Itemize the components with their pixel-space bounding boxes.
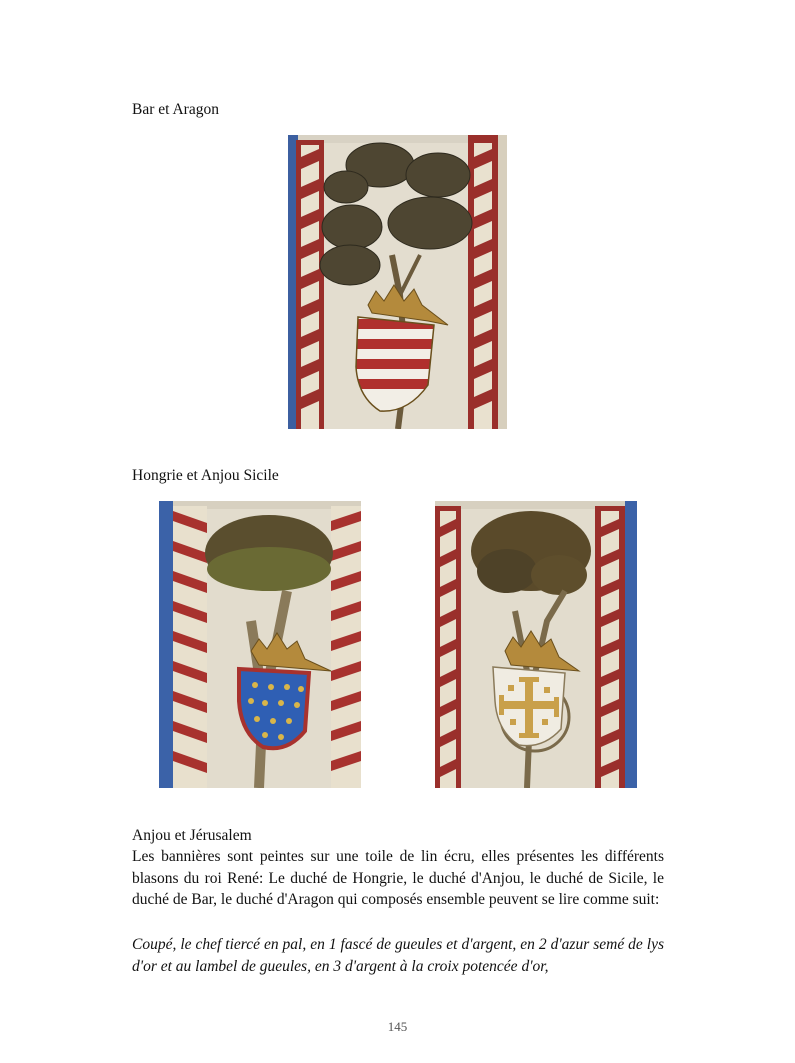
page-number: 145 — [387, 1019, 408, 1034]
blason-text: Coupé, le chef tiercé en pal, en 1 fascé de gueules et d'argent, en 2 d'azur semé de lys d'or et au lambel de gueules, en 3 d'argent à la croix potencée d'or, — [132, 936, 664, 975]
body-paragraph: Les bannières sont peintes sur une toile de lin écru, elles présentes les différents blasons du roi René: Le duché de Hongrie, le duché d'Anjou, le duché de Sicile, le duché de Bar, le duché d'Aragon qui composés ensemble peuvent se lire comme suit: — [132, 848, 664, 908]
caption-anjou-jerusalem: Anjou et Jérusalem — [132, 827, 252, 844]
caption-hongrie-anjou: Hongrie et Anjou Sicile — [132, 467, 279, 484]
photo-banner-jerusalem — [435, 501, 637, 788]
caption-bar-aragon: Bar et Aragon — [132, 101, 219, 118]
photo-banner-hongrie — [159, 501, 361, 788]
photo-banner-bar-aragon — [288, 135, 507, 429]
